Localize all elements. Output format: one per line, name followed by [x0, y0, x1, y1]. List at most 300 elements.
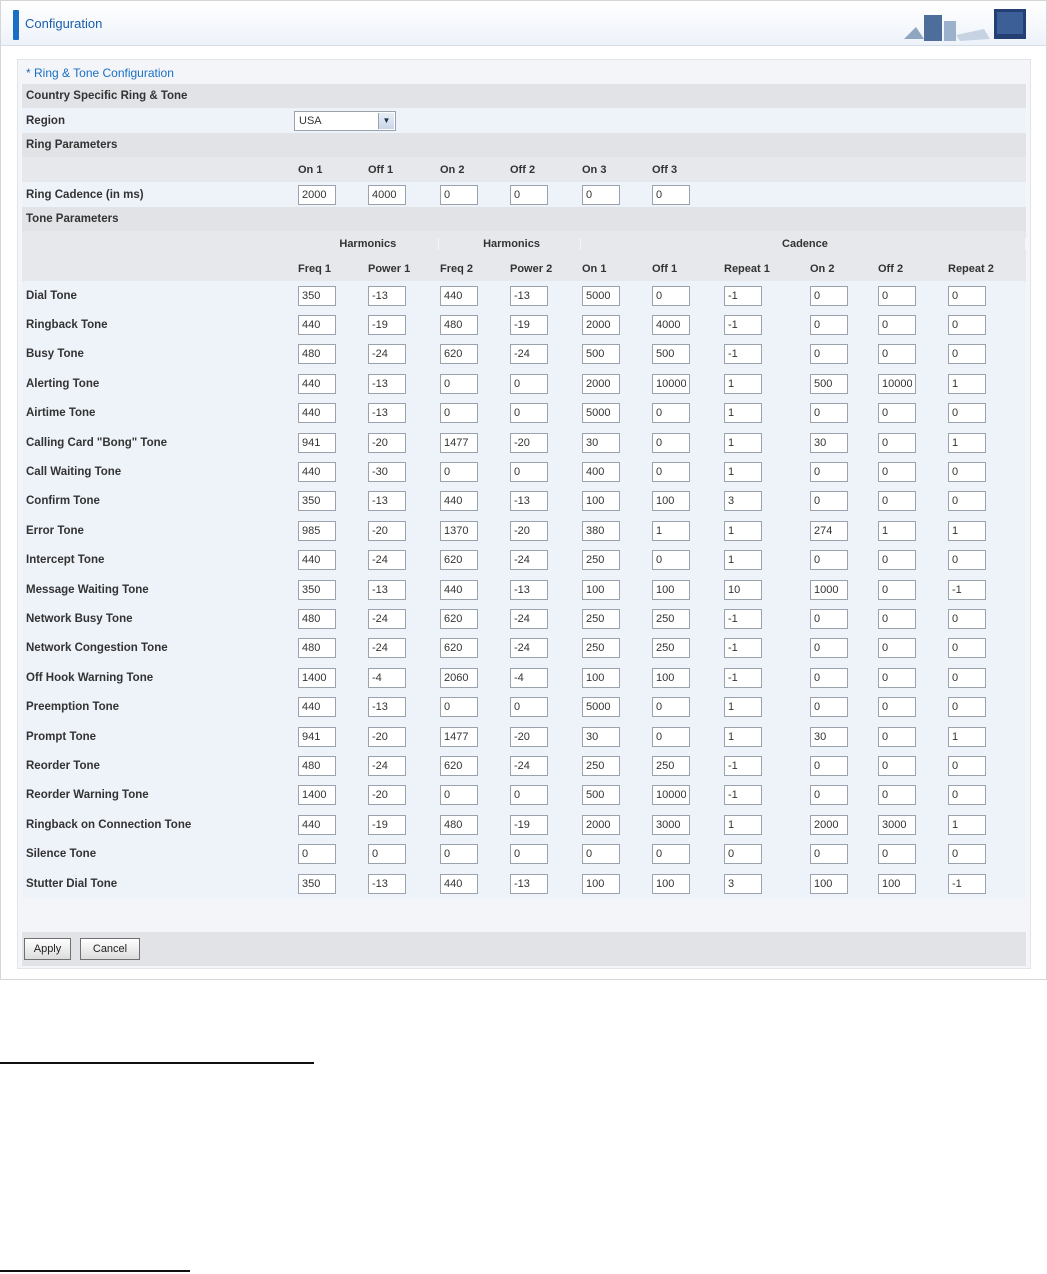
tone-value-input[interactable]	[298, 756, 336, 776]
tone-value-input-cell	[294, 286, 364, 306]
tone-value-input[interactable]	[878, 462, 916, 482]
tone-value-input[interactable]	[510, 403, 548, 423]
tone-value-input[interactable]	[810, 844, 848, 864]
tone-value-input[interactable]	[878, 491, 916, 511]
tone-value-input[interactable]	[440, 668, 478, 688]
tone-value-input-cell	[720, 609, 806, 629]
tone-value-input[interactable]	[878, 609, 916, 629]
tone-value-input-cell	[364, 697, 436, 717]
tone-value-input[interactable]	[440, 286, 478, 306]
tone-value-input[interactable]	[368, 785, 406, 805]
region-select[interactable]	[294, 111, 396, 131]
tone-value-input[interactable]	[298, 403, 336, 423]
tone-value-input-cell	[806, 580, 874, 600]
tone-label: Ringback on Connection Tone	[26, 818, 192, 831]
tone-value-input-cell	[294, 550, 364, 570]
tone-value-input[interactable]	[652, 433, 690, 453]
tone-value-input[interactable]	[724, 697, 762, 717]
tone-value-input[interactable]	[440, 727, 478, 747]
tone-value-input-cell	[648, 815, 720, 835]
tone-value-input[interactable]	[440, 491, 478, 511]
tone-value-input[interactable]	[298, 315, 336, 335]
tone-value-input[interactable]	[948, 550, 986, 570]
tone-value-input[interactable]	[724, 638, 762, 658]
tone-value-input[interactable]	[582, 521, 620, 541]
tone-value-input[interactable]	[810, 491, 848, 511]
tone-column-header: Off 1	[652, 262, 678, 275]
tone-value-input[interactable]	[298, 815, 336, 835]
settings-rows	[22, 62, 1026, 898]
tone-value-input[interactable]	[510, 433, 548, 453]
tone-value-input[interactable]	[878, 315, 916, 335]
tone-value-input-cell	[506, 462, 578, 482]
tone-value-input[interactable]	[582, 727, 620, 747]
tone-value-input-cell	[944, 286, 1026, 306]
tone-label: Network Busy Tone	[26, 612, 133, 625]
tone-value-input[interactable]	[810, 668, 848, 688]
tone-value-input[interactable]	[298, 344, 336, 364]
tone-value-input[interactable]	[724, 491, 762, 511]
tone-value-input[interactable]	[652, 374, 690, 394]
tone-value-input-cell	[436, 550, 506, 570]
tone-value-input-cell	[648, 433, 720, 453]
tone-value-input-cell	[806, 374, 874, 394]
tone-value-input[interactable]	[440, 374, 478, 394]
tone-value-input[interactable]	[652, 462, 690, 482]
tone-value-input[interactable]	[440, 756, 478, 776]
tone-value-input[interactable]	[368, 668, 406, 688]
tone-value-input-cell	[806, 491, 874, 511]
tone-value-input[interactable]	[298, 609, 336, 629]
tone-value-input-cell	[874, 433, 944, 453]
tone-value-input[interactable]	[510, 609, 548, 629]
tone-value-input[interactable]	[724, 756, 762, 776]
tone-value-input[interactable]	[652, 521, 690, 541]
tone-value-input[interactable]	[368, 286, 406, 306]
tone-value-input[interactable]	[878, 433, 916, 453]
tone-value-input[interactable]	[510, 580, 548, 600]
tone-value-input[interactable]	[810, 550, 848, 570]
tone-value-input[interactable]	[582, 374, 620, 394]
tone-value-input[interactable]	[652, 874, 690, 894]
tone-value-input-cell	[720, 491, 806, 511]
tone-value-input[interactable]	[510, 785, 548, 805]
tone-value-input[interactable]	[440, 433, 478, 453]
tone-value-input[interactable]	[440, 462, 478, 482]
tone-value-input[interactable]	[510, 462, 548, 482]
tone-value-input[interactable]	[582, 697, 620, 717]
tone-value-input[interactable]	[948, 433, 986, 453]
tone-value-input[interactable]	[810, 815, 848, 835]
tone-value-input[interactable]	[298, 374, 336, 394]
tone-value-input[interactable]	[510, 315, 548, 335]
tone-value-input[interactable]	[368, 727, 406, 747]
tone-value-input[interactable]	[298, 785, 336, 805]
button-bar	[22, 932, 1026, 966]
tone-value-input[interactable]	[298, 697, 336, 717]
ring-header: Ring Parameters	[22, 133, 1026, 157]
tone-value-input[interactable]	[810, 344, 848, 364]
tone-value-input[interactable]	[582, 286, 620, 306]
tone-row	[22, 751, 1026, 780]
tone-value-input[interactable]	[810, 874, 848, 894]
tone-value-input[interactable]	[948, 727, 986, 747]
tone-value-input[interactable]	[948, 374, 986, 394]
tone-value-input[interactable]	[948, 697, 986, 717]
ring-cadence-input[interactable]	[510, 185, 548, 205]
tone-value-input[interactable]	[368, 403, 406, 423]
tone-column-header: On 2	[810, 262, 835, 275]
tone-value-input[interactable]	[948, 315, 986, 335]
tone-value-input[interactable]	[298, 462, 336, 482]
tone-value-input[interactable]	[582, 550, 620, 570]
tone-value-input[interactable]	[510, 697, 548, 717]
tone-value-input[interactable]	[582, 756, 620, 776]
tone-value-input[interactable]	[368, 491, 406, 511]
tone-value-input[interactable]	[724, 315, 762, 335]
tone-value-input[interactable]	[810, 638, 848, 658]
tone-value-input[interactable]	[724, 609, 762, 629]
tone-value-input[interactable]	[440, 609, 478, 629]
tone-value-input[interactable]	[368, 844, 406, 864]
ring-tone-panel	[17, 59, 1031, 969]
tone-value-input[interactable]	[440, 844, 478, 864]
tone-value-input[interactable]	[810, 785, 848, 805]
tone-value-input[interactable]	[582, 315, 620, 335]
tone-label: Calling Card "Bong" Tone	[26, 436, 168, 449]
tone-row	[22, 546, 1026, 575]
ring-cadence-input[interactable]	[440, 185, 478, 205]
tone-value-input[interactable]	[652, 491, 690, 511]
tone-value-input[interactable]	[440, 638, 478, 658]
tone-value-input[interactable]	[652, 344, 690, 364]
tone-value-input[interactable]	[652, 844, 690, 864]
tone-value-input[interactable]	[810, 433, 848, 453]
tone-value-input[interactable]	[368, 374, 406, 394]
tone-value-input[interactable]	[810, 286, 848, 306]
tone-value-input[interactable]	[810, 462, 848, 482]
tone-value-input[interactable]	[652, 286, 690, 306]
tone-value-input[interactable]	[724, 727, 762, 747]
tone-value-input-cell	[364, 374, 436, 394]
tone-value-input-cell	[874, 844, 944, 864]
tone-value-input-cell	[720, 374, 806, 394]
tone-value-input[interactable]	[510, 374, 548, 394]
tone-value-input[interactable]	[368, 315, 406, 335]
tone-value-input[interactable]	[368, 815, 406, 835]
tone-value-input[interactable]	[878, 286, 916, 306]
tone-value-input[interactable]	[652, 668, 690, 688]
tone-value-input[interactable]	[368, 550, 406, 570]
tone-value-input-cell	[944, 697, 1026, 717]
tone-value-input[interactable]	[878, 874, 916, 894]
tone-value-input[interactable]	[368, 521, 406, 541]
tone-value-input[interactable]	[368, 609, 406, 629]
tone-value-input-cell	[578, 697, 648, 717]
ring-cadence-input[interactable]	[298, 185, 336, 205]
tone-value-input[interactable]	[878, 844, 916, 864]
tone-value-input[interactable]	[510, 727, 548, 747]
tone-value-input[interactable]	[878, 756, 916, 776]
tone-value-input[interactable]	[652, 315, 690, 335]
tone-value-input[interactable]	[368, 344, 406, 364]
tone-value-input-cell	[506, 286, 578, 306]
tone-value-input[interactable]	[582, 403, 620, 423]
tone-value-input[interactable]	[582, 844, 620, 864]
tone-value-input[interactable]	[652, 550, 690, 570]
tone-value-input[interactable]	[298, 580, 336, 600]
tone-value-input[interactable]	[810, 580, 848, 600]
tone-value-input[interactable]	[582, 344, 620, 364]
tone-value-input[interactable]	[810, 697, 848, 717]
tone-value-input-cell	[294, 874, 364, 894]
tone-value-input[interactable]	[652, 785, 690, 805]
tone-value-input[interactable]	[810, 315, 848, 335]
tone-value-input[interactable]	[948, 403, 986, 423]
tone-value-input-cell	[720, 521, 806, 541]
tone-value-input[interactable]	[298, 844, 336, 864]
tone-value-input[interactable]	[582, 462, 620, 482]
chevron-down-icon[interactable]: ▼	[378, 113, 394, 129]
tone-value-input[interactable]	[510, 756, 548, 776]
tone-value-input[interactable]	[878, 374, 916, 394]
tone-value-input-cell	[806, 874, 874, 894]
tone-value-input[interactable]	[878, 697, 916, 717]
tone-value-input[interactable]	[368, 462, 406, 482]
tone-value-input[interactable]	[652, 609, 690, 629]
tone-value-input-cell	[578, 580, 648, 600]
tone-value-input[interactable]	[440, 315, 478, 335]
heading-underline	[0, 1062, 314, 1064]
tone-value-input[interactable]	[510, 344, 548, 364]
tone-value-input[interactable]	[298, 727, 336, 747]
tone-value-input[interactable]	[878, 668, 916, 688]
tone-value-input[interactable]	[582, 638, 620, 658]
tone-value-input[interactable]	[510, 668, 548, 688]
tone-value-input[interactable]	[948, 491, 986, 511]
tone-value-input[interactable]	[368, 697, 406, 717]
tone-value-input[interactable]	[440, 344, 478, 364]
tone-value-input[interactable]	[298, 550, 336, 570]
tone-value-input[interactable]	[440, 815, 478, 835]
tone-value-input-cell	[436, 638, 506, 658]
country-header: Country Specific Ring & Tone	[22, 84, 1026, 108]
tone-value-input[interactable]	[724, 374, 762, 394]
tone-value-input-cell	[294, 609, 364, 629]
tone-value-input[interactable]	[878, 815, 916, 835]
tone-row	[22, 663, 1026, 692]
tone-value-input-cell	[874, 785, 944, 805]
tone-value-input[interactable]	[440, 785, 478, 805]
tone-value-input[interactable]	[652, 756, 690, 776]
tone-value-input-cell	[806, 727, 874, 747]
tone-value-input[interactable]	[298, 668, 336, 688]
tone-value-input[interactable]	[440, 580, 478, 600]
tone-value-input[interactable]	[368, 638, 406, 658]
tone-value-input[interactable]	[298, 286, 336, 306]
tone-value-input[interactable]	[810, 521, 848, 541]
tone-value-input[interactable]	[878, 521, 916, 541]
tone-value-input[interactable]	[948, 668, 986, 688]
tone-value-input[interactable]	[440, 697, 478, 717]
tone-value-input-cell	[294, 521, 364, 541]
tone-value-input[interactable]	[724, 874, 762, 894]
tone-value-input[interactable]	[440, 874, 478, 894]
tone-value-input-cell	[506, 315, 578, 335]
tone-value-input-cell	[720, 550, 806, 570]
tone-value-input[interactable]	[510, 638, 548, 658]
tone-value-input[interactable]	[368, 580, 406, 600]
tone-value-input-cell	[506, 874, 578, 894]
tone-value-input-cell	[506, 403, 578, 423]
tone-value-input[interactable]	[948, 609, 986, 629]
apply-button[interactable]: Apply	[24, 938, 71, 960]
tone-value-input[interactable]	[724, 433, 762, 453]
tone-value-input-cell	[578, 638, 648, 658]
tone-value-input-cell	[294, 756, 364, 776]
tone-value-input[interactable]	[298, 874, 336, 894]
tone-value-input-cell	[944, 638, 1026, 658]
tone-value-input[interactable]	[582, 815, 620, 835]
tone-value-input[interactable]	[652, 815, 690, 835]
tone-value-input[interactable]	[510, 815, 548, 835]
tone-value-input-cell	[578, 315, 648, 335]
tone-value-input-cell	[944, 344, 1026, 364]
tone-value-input[interactable]	[724, 344, 762, 364]
tone-value-input[interactable]	[652, 403, 690, 423]
tone-value-input[interactable]	[582, 491, 620, 511]
tone-value-input[interactable]	[368, 874, 406, 894]
tone-value-input-cell	[720, 286, 806, 306]
tone-value-input[interactable]	[948, 785, 986, 805]
tone-value-input-cell	[294, 374, 364, 394]
tone-value-input[interactable]	[368, 433, 406, 453]
tone-value-input[interactable]	[878, 550, 916, 570]
tone-value-input[interactable]	[810, 609, 848, 629]
tone-value-input[interactable]	[510, 286, 548, 306]
tone-value-input[interactable]	[652, 580, 690, 600]
cancel-button[interactable]: Cancel	[80, 938, 140, 960]
tone-value-input[interactable]	[724, 668, 762, 688]
tone-value-input-cell	[944, 580, 1026, 600]
tone-value-input[interactable]	[298, 521, 336, 541]
tone-column-header: Repeat 2	[948, 262, 994, 275]
tone-value-input[interactable]	[298, 491, 336, 511]
tone-value-input[interactable]	[948, 844, 986, 864]
tone-label: Prompt Tone	[26, 730, 97, 743]
tone-value-input[interactable]	[652, 727, 690, 747]
ring-cadence-input-cell	[294, 185, 364, 205]
ring-cadence-input[interactable]	[582, 185, 620, 205]
tone-value-input[interactable]	[948, 286, 986, 306]
tone-value-input[interactable]	[652, 697, 690, 717]
tone-value-input[interactable]	[652, 638, 690, 658]
tone-value-input[interactable]	[582, 433, 620, 453]
tone-value-input[interactable]	[510, 874, 548, 894]
tone-value-input[interactable]	[440, 403, 478, 423]
tone-value-input[interactable]	[878, 727, 916, 747]
tone-row	[22, 487, 1026, 516]
tone-value-input[interactable]	[810, 374, 848, 394]
tone-value-input[interactable]	[948, 874, 986, 894]
tone-value-input[interactable]	[510, 491, 548, 511]
tone-value-input[interactable]	[510, 521, 548, 541]
tone-value-input[interactable]	[948, 756, 986, 776]
tone-value-input-cell	[506, 727, 578, 747]
tone-column-header: Freq 1	[298, 262, 332, 275]
tone-row	[22, 369, 1026, 398]
tone-value-input[interactable]	[878, 580, 916, 600]
tone-value-input[interactable]	[724, 815, 762, 835]
tone-value-input[interactable]	[724, 403, 762, 423]
tone-value-input-cell	[578, 785, 648, 805]
tone-value-input[interactable]	[948, 815, 986, 835]
tone-value-input[interactable]	[810, 756, 848, 776]
tone-value-input[interactable]	[724, 580, 762, 600]
tone-value-input-cell	[720, 874, 806, 894]
tone-value-input[interactable]	[724, 550, 762, 570]
tone-value-input[interactable]	[948, 580, 986, 600]
tone-column-header: On 1	[582, 262, 607, 275]
tone-value-input[interactable]	[724, 462, 762, 482]
tone-row	[22, 722, 1026, 751]
tone-value-input[interactable]	[368, 756, 406, 776]
tone-value-input[interactable]	[298, 433, 336, 453]
tone-value-input[interactable]	[948, 638, 986, 658]
tone-value-input[interactable]	[878, 403, 916, 423]
tone-value-input[interactable]	[948, 462, 986, 482]
tone-value-input[interactable]	[948, 344, 986, 364]
tone-value-input-cell	[578, 403, 648, 423]
tone-value-input[interactable]	[298, 638, 336, 658]
tone-value-input[interactable]	[582, 668, 620, 688]
tone-value-input[interactable]	[582, 609, 620, 629]
tone-value-input[interactable]	[724, 521, 762, 541]
tone-value-input-cell	[874, 521, 944, 541]
tone-value-input-cell	[506, 491, 578, 511]
tone-value-input[interactable]	[510, 844, 548, 864]
tone-value-input[interactable]	[878, 638, 916, 658]
tone-value-input[interactable]	[810, 403, 848, 423]
tone-value-input-cell	[294, 462, 364, 482]
tone-value-input-cell	[806, 433, 874, 453]
tone-value-input[interactable]	[582, 580, 620, 600]
tone-value-input[interactable]	[724, 286, 762, 306]
tone-value-input-cell	[364, 815, 436, 835]
tone-value-input[interactable]	[724, 785, 762, 805]
tone-value-input-cell	[578, 609, 648, 629]
tone-value-input[interactable]	[440, 550, 478, 570]
tone-value-input[interactable]	[582, 874, 620, 894]
tone-value-input-cell	[874, 609, 944, 629]
tone-value-input-cell	[294, 403, 364, 423]
tone-value-input[interactable]	[810, 727, 848, 747]
tone-value-input[interactable]	[582, 785, 620, 805]
ring-cadence-input[interactable]	[368, 185, 406, 205]
tone-value-input[interactable]	[948, 521, 986, 541]
tone-value-input[interactable]	[440, 521, 478, 541]
tone-row	[22, 781, 1026, 810]
tone-value-input-cell	[648, 403, 720, 423]
tone-label: Airtime Tone	[26, 407, 96, 420]
tone-value-input[interactable]	[878, 785, 916, 805]
tone-value-input[interactable]	[724, 844, 762, 864]
ring-cadence-input[interactable]	[652, 185, 690, 205]
tone-value-input-cell	[874, 638, 944, 658]
tone-value-input[interactable]	[878, 344, 916, 364]
tone-value-input[interactable]	[510, 550, 548, 570]
tone-column-header: Power 2	[510, 262, 553, 275]
